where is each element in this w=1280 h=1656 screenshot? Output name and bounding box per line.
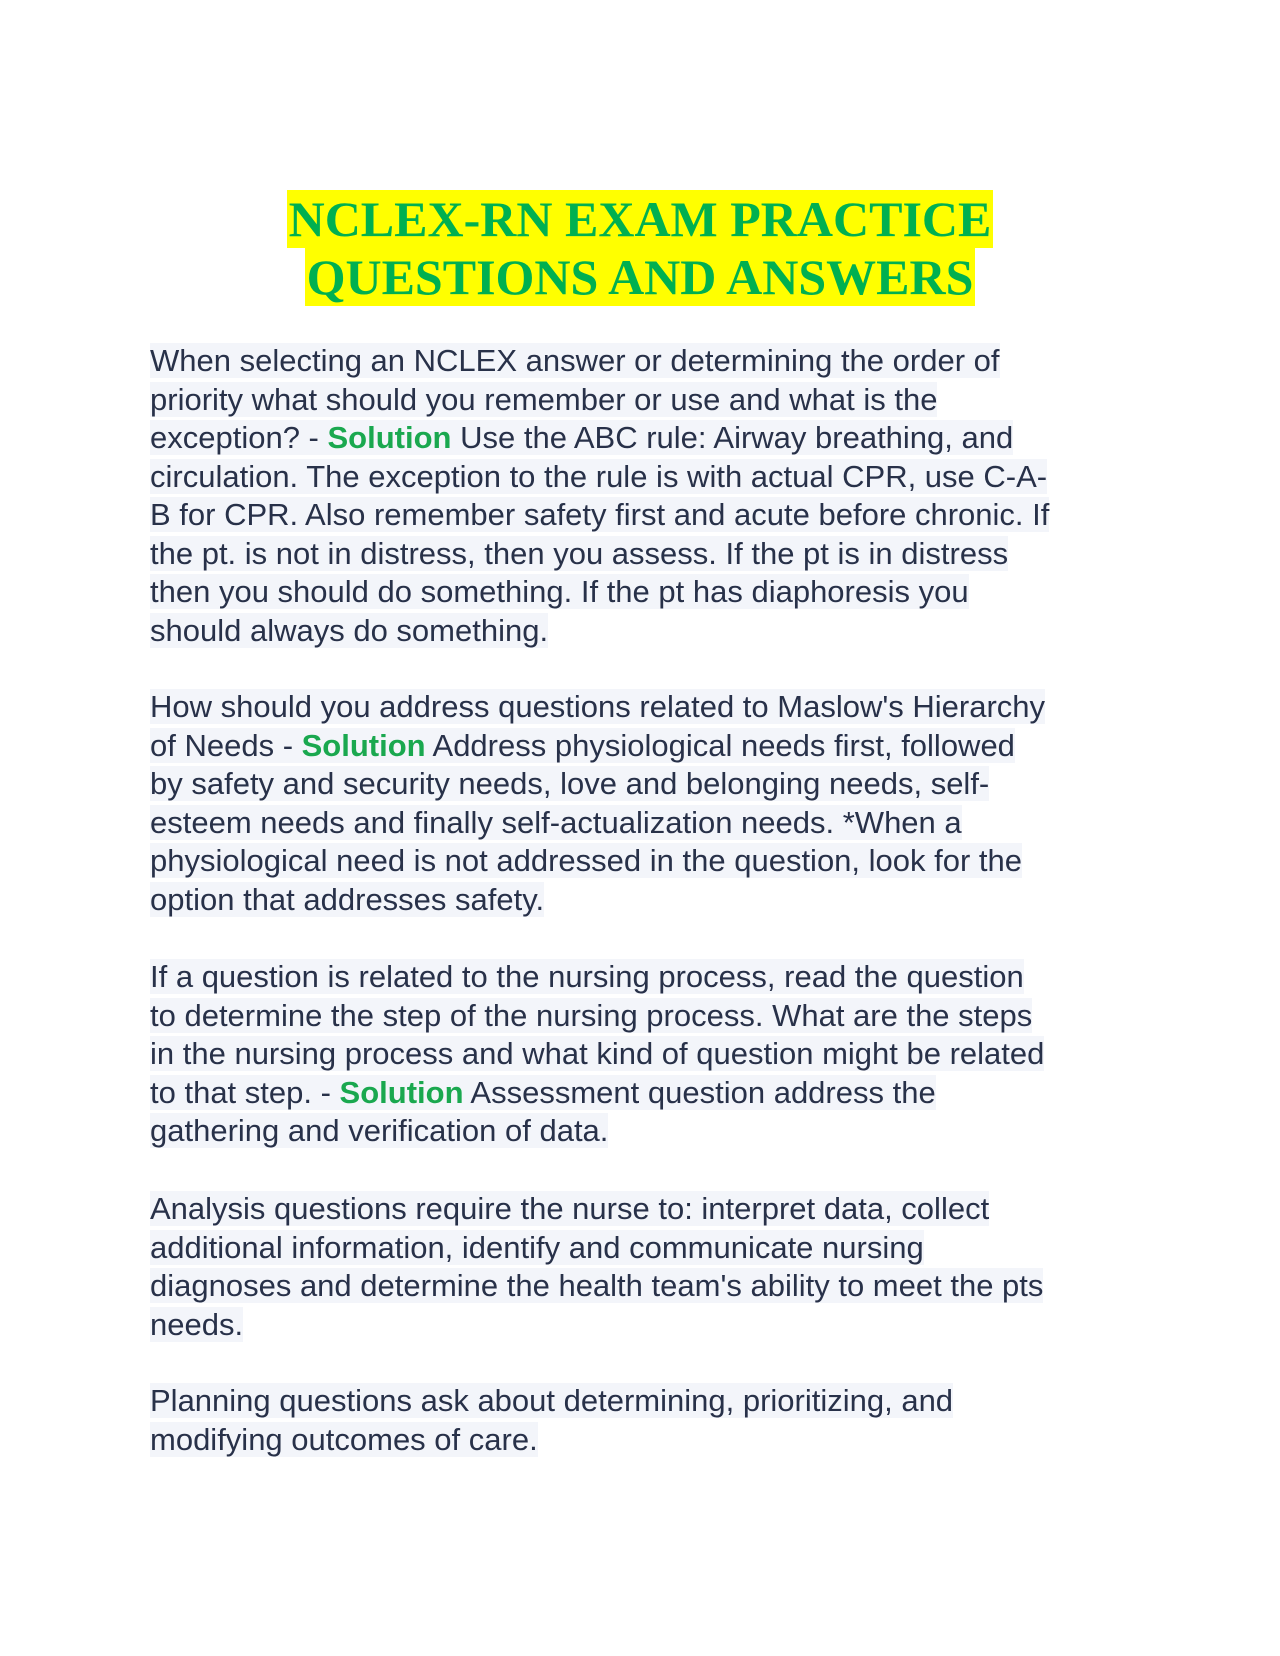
- text-line: [150, 342, 1130, 381]
- solution-label: Solution: [301, 727, 426, 763]
- line-text: [150, 1422, 538, 1457]
- text-segment: Analysis questions require the nurse to: interpret data, collect: [150, 1191, 990, 1226]
- text-segment: the pt. is not in distress, then you assess. If the pt is in distress: [150, 535, 1009, 571]
- text-segment: should always do something.: [150, 612, 549, 648]
- text-line: [150, 1267, 1130, 1306]
- text-segment: additional information, identify and communicate nursing: [150, 1229, 924, 1265]
- text-line: [150, 419, 1130, 458]
- text-segment: to determine the step of the nursing process. What are the steps: [150, 997, 1033, 1033]
- text-line: [150, 1035, 1130, 1074]
- page-title: [150, 190, 1130, 306]
- qa-entry-2: [150, 688, 1130, 919]
- text-line: [150, 881, 1130, 920]
- line-text: [150, 728, 1015, 763]
- line-text: [150, 420, 1013, 455]
- text-segment: esteem needs and finally self-actualization needs. *When a: [150, 804, 962, 840]
- text-segment: in the nursing process and what kind of question might be related: [150, 1036, 1045, 1071]
- line-text: [150, 843, 1022, 878]
- text-line: [150, 535, 1130, 574]
- line-text: [150, 1113, 608, 1148]
- text-line: [150, 458, 1130, 497]
- text-segment: When selecting an NCLEX answer or determining the order of: [150, 343, 1000, 378]
- line-text: [150, 536, 1008, 571]
- text-line: [150, 496, 1130, 535]
- text-line: [150, 1112, 1130, 1151]
- text-segment: to that step. -: [150, 1074, 340, 1110]
- line-text: [150, 1307, 243, 1342]
- text-segment: If a question is related to the nursing process, read the question: [150, 959, 1024, 994]
- text-line: [150, 1421, 1130, 1460]
- text-line: [150, 612, 1130, 651]
- line-text: [150, 382, 937, 417]
- line-text: [150, 1191, 989, 1226]
- line-text: [150, 805, 962, 840]
- text-segment: circulation. The exception to the rule is with actual CPR, use C-A-: [150, 458, 1048, 494]
- text-line: [150, 727, 1130, 766]
- text-segment: diagnoses and determine the health team's ability to meet the pts: [150, 1268, 1044, 1303]
- text-segment: How should you address questions related to Maslow's Hierarchy: [150, 689, 1046, 724]
- title-line-2: QUESTIONS AND ANSWERS: [306, 249, 974, 305]
- line-text: [150, 343, 1000, 378]
- line-text: [150, 959, 1024, 994]
- text-line: [150, 1229, 1130, 1268]
- text-line: [150, 1074, 1130, 1113]
- text-segment: physiological need is not addressed in the question, look for the: [150, 843, 1023, 878]
- text-line: [150, 765, 1130, 804]
- text-segment: option that addresses safety.: [150, 881, 545, 917]
- text-segment: of Needs -: [150, 727, 302, 763]
- title-line-1: NCLEX-RN EXAM PRACTICE: [288, 191, 992, 247]
- line-text: [150, 1268, 1043, 1303]
- line-text: [150, 1036, 1044, 1071]
- line-text: [150, 459, 1047, 494]
- text-line: [150, 842, 1130, 881]
- text-segment: priority what should you remember or use and what is the: [150, 381, 938, 417]
- text-segment: B for CPR. Also remember safety first and acute before chronic. If: [150, 497, 1050, 532]
- text-segment: Planning questions ask about determining, prioritizing, and: [150, 1383, 954, 1418]
- text-segment: Assessment question address the: [463, 1074, 936, 1110]
- text-segment: modifying outcomes of care.: [150, 1421, 538, 1457]
- line-text: [150, 574, 969, 609]
- line-text: [150, 766, 989, 801]
- text-line: [150, 997, 1130, 1036]
- text-segment: Use the ABC rule: Airway breathing, and: [451, 420, 1014, 455]
- text-line: [150, 688, 1130, 727]
- text-segment: exception? -: [150, 420, 328, 455]
- text-segment: then you should do something. If the pt has diaphoresis you: [150, 574, 969, 609]
- line-text: [150, 1230, 924, 1265]
- note-entry-planning: [150, 1382, 1130, 1459]
- line-text: [150, 613, 548, 648]
- text-line: [150, 381, 1130, 420]
- line-text: [150, 1383, 953, 1418]
- solution-label: Solution: [339, 1074, 464, 1110]
- text-segment: Address physiological needs first, followed: [425, 727, 1015, 763]
- text-segment: needs.: [150, 1306, 244, 1342]
- line-text: [150, 689, 1045, 724]
- text-segment: gathering and verification of data.: [150, 1113, 609, 1148]
- note-entry-analysis: [150, 1190, 1130, 1344]
- line-text: [150, 882, 544, 917]
- qa-entry-3: [150, 958, 1130, 1151]
- text-line: [150, 1306, 1130, 1345]
- text-line: [150, 573, 1130, 612]
- text-line: [150, 1382, 1130, 1421]
- text-line: [150, 958, 1130, 997]
- line-text: [150, 998, 1032, 1033]
- line-text: [150, 497, 1049, 532]
- qa-entry-1: [150, 342, 1130, 650]
- text-line: [150, 1190, 1130, 1229]
- solution-label: Solution: [327, 420, 452, 455]
- text-segment: by safety and security needs, love and belonging needs, self-: [150, 766, 990, 801]
- line-text: [150, 1075, 936, 1110]
- text-line: [150, 804, 1130, 843]
